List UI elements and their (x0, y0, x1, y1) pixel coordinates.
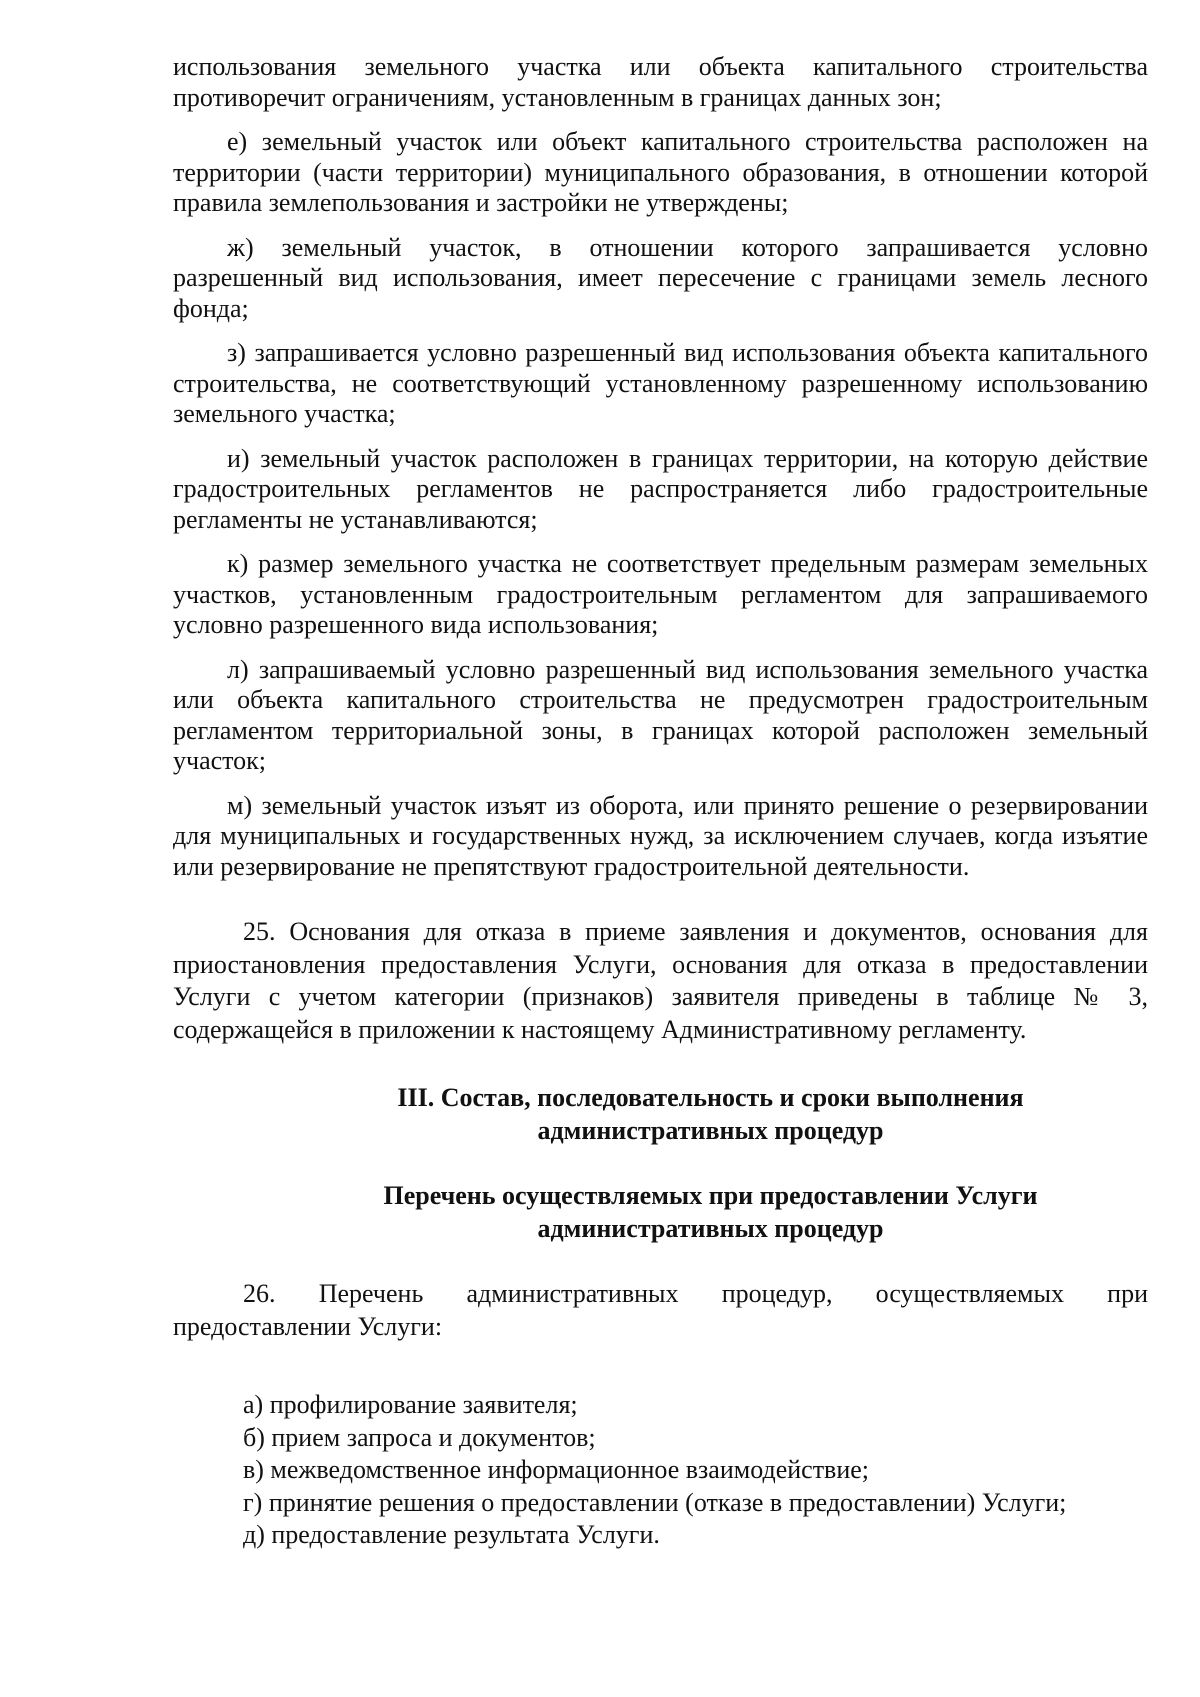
list-item: а) профилирование заявителя; (243, 1390, 578, 1419)
paragraph-z: з) запрашивается условно разрешенный вид использования объекта капитального строительства, не соответствующий установленному разрешенному использованию земельного участка; (173, 338, 1148, 428)
subsection-heading (173, 1180, 1148, 1245)
paragraph-zh: ж) земельный участок, в отношении которого запрашивается условно разрешенный вид использования, имеет пересечение с границами земель лесного фонда; (173, 232, 1148, 323)
paragraph-26: 26. Перечень административных процедур, осуществляемых при предоставлении Услуги: (173, 1279, 1148, 1341)
continuation-paragraph: использования земельного участка или объекта капитального строительства противоречит ограничениям, установленным в границах данных зон; (173, 52, 1148, 112)
paragraph-e: е) земельный участок или объект капитального строительства расположен на территории (части территории) муниципального образования, в отношении которой правила землепользования и застройки не утверждены; (173, 127, 1148, 217)
list-item: г) принятие решения о предоставлении (отказе в предоставлении) Услуги; (243, 1487, 1067, 1517)
subsection-heading-line2: административных процедур (537, 1213, 884, 1243)
section-heading (173, 1082, 1148, 1147)
list-item: в) межведомственное информационное взаимодействие; (243, 1455, 870, 1484)
section-heading-line2: административных процедур (537, 1115, 884, 1145)
document-page (173, 52, 1148, 1552)
section-heading-line1: III. Состав, последовательность и сроки выполнения (397, 1083, 1024, 1112)
paragraph-m: м) земельный участок изъят из оборота, или принято решение о резервировании для муниципальных и государственных нужд, за исключением случаев, когда изъятие или резервирование не препятствуют градостроительной деятельности. (173, 790, 1148, 881)
paragraph-k: к) размер земельного участка не соответствует предельным размерам земельных участков, установленным градостроительным регламентом для запрашиваемого условно разрешенного вида использования; (173, 549, 1148, 639)
paragraph-l: л) запрашиваемый условно разрешенный вид использования земельного участка или объекта капитального строительства не предусмотрен градостроительным регламентом территориальной зоны, в границах которой расположен земельный участок; (173, 654, 1148, 775)
paragraph-25: 25. Основания для отказа в приеме заявления и документов, основания для приостановления предоставления Услуги, основания для отказа в предоставлении Услуги с учетом категории (признаков) заявителя приведены в таблице № 3, содержащейся в приложении к настоящему Административному регламенту. (173, 917, 1148, 1044)
procedures-list (173, 1389, 1148, 1552)
subsection-heading-line1: Перечень осуществляемых при предоставлении Услуги (383, 1181, 1038, 1210)
list-item: б) прием запроса и документов; (243, 1422, 596, 1452)
paragraph-i: и) земельный участок расположен в границах территории, на которую действие градостроительных регламентов не распространяется либо градостроительные регламенты не устанавливаются; (173, 443, 1148, 534)
list-item: д) предоставление результата Услуги. (243, 1520, 660, 1549)
